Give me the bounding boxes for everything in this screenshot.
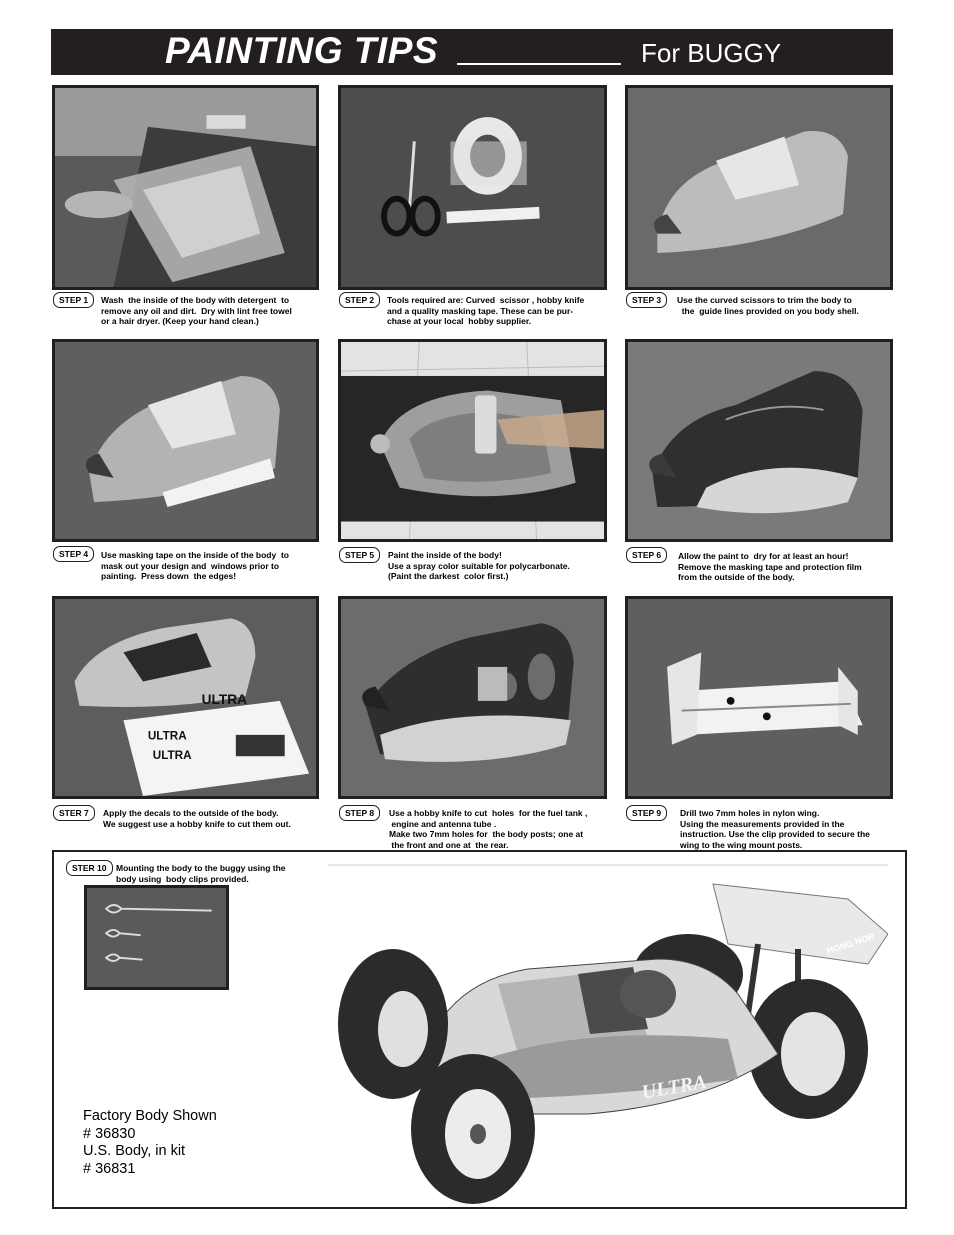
step-10-badge: STER 10 — [66, 860, 113, 876]
page-header — [51, 29, 893, 75]
step-4-text: Use masking tape on the inside of the body to mask out your design and windows prior to painting. Press down the edges! — [101, 550, 289, 581]
spray-photo — [338, 339, 607, 542]
tools-photo — [338, 85, 607, 290]
buggy-photo — [328, 864, 888, 1204]
step-5-badge: STEP 5 — [339, 547, 380, 563]
step-2-badge: STEP 2 — [339, 292, 380, 308]
step-3-badge: STEP 3 — [626, 292, 667, 308]
step-7-badge: STER 7 — [53, 805, 95, 821]
decal-word-3: ULTRA — [201, 691, 247, 707]
decal-word-1: ULTRA — [147, 729, 187, 743]
title-rule — [457, 63, 621, 65]
factory-line-4: # 36831 — [83, 1160, 136, 1177]
step-6-badge: STEP 6 — [626, 547, 667, 563]
body-ultra-text: ULTRA — [640, 1070, 709, 1104]
factory-line-2: # 36830 — [83, 1125, 136, 1142]
step-5-text: Paint the inside of the body! Use a spray color suitable for polycarbonate. (Paint the darkest color first.) — [388, 550, 570, 581]
factory-line-3: U.S. Body, in kit — [83, 1143, 186, 1159]
step-1-badge: STEP 1 — [53, 292, 94, 308]
wing-brand-text: HONG NOR — [825, 931, 876, 956]
trim-photo — [625, 85, 893, 290]
page-title: PAINTING TIPS — [165, 30, 439, 71]
step-4-badge: STEP 4 — [53, 546, 94, 562]
step-8-badge: STEP 8 — [339, 805, 380, 821]
step-6-text: Allow the paint to dry for at least an hour! Remove the masking tape and protection film from the outside of the body. — [678, 551, 862, 582]
step-8-text: Use a hobby knife to cut holes for the fuel tank , engine and antenna tube . Make two 7mm holes for the body posts; one at the front and one at the rear. — [389, 808, 588, 850]
body-clips-photo — [84, 885, 229, 990]
step-9-badge: STEP 9 — [626, 805, 667, 821]
mask-photo — [52, 339, 319, 542]
factory-line-1: Factory Body Shown — [83, 1108, 217, 1124]
factory-body-note — [83, 1108, 217, 1178]
step-1-text: Wash the inside of the body with detergent to remove any oil and dirt. Dry with lint free towel or a hair dryer. (Keep your hand clean.) — [101, 295, 292, 326]
wing-photo — [625, 596, 893, 799]
step-2-text: Tools required are: Curved scissor , hobby knife and a quality masking tape. These can be pur- chase at your local hobby supplier. — [387, 295, 585, 326]
page-subtitle: For BUGGY — [641, 38, 782, 68]
decal-word-2: ULTRA — [152, 749, 192, 763]
step-9-text: Drill two 7mm holes in nylon wing. Using the measurements provided in the instruction. Use the clip provided to secure the wing to the wing mount posts. — [680, 808, 870, 850]
wash-photo — [52, 85, 319, 290]
step-3-text: Use the curved scissors to trim the body to the guide lines provided on you body shell. — [677, 295, 859, 316]
step-7-text: Apply the decals to the outside of the body. We suggest use a hobby knife to cut them out. — [103, 808, 291, 829]
decal-photo — [52, 596, 319, 799]
holes-photo — [338, 596, 607, 799]
step-10-text: Mounting the body to the buggy using the body using body clips provided. — [116, 863, 286, 884]
dry-photo — [625, 339, 893, 542]
